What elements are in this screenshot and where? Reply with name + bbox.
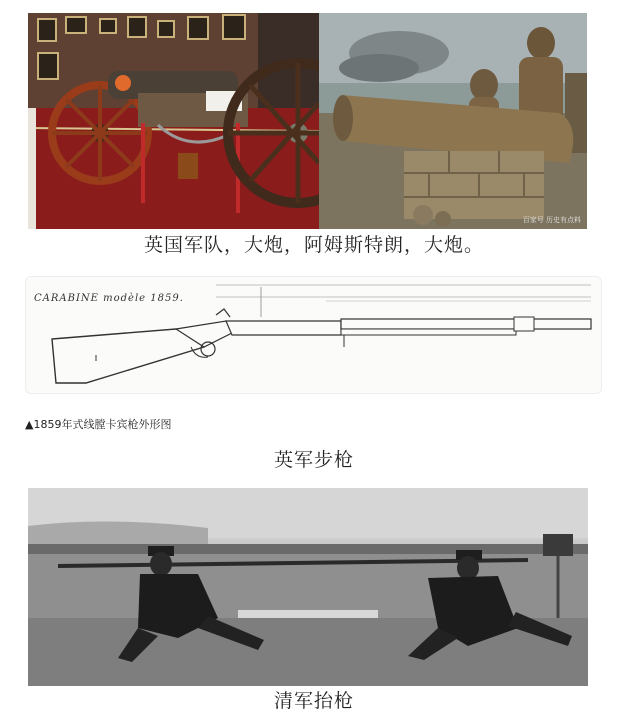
photo-watermark: 百家号 历史有点料 (522, 216, 581, 224)
carbine-drawing (25, 276, 602, 394)
figure-note (25, 416, 171, 432)
carbine-illustration (26, 277, 601, 393)
cannon-illustration (28, 13, 319, 229)
cannon-photo-left (28, 13, 319, 229)
diorama-illustration (319, 13, 587, 229)
caption-bottom: 清军抬枪 (273, 690, 354, 712)
cannon-photo-right (319, 13, 587, 229)
gingal-photo (28, 488, 588, 686)
caption-middle: 英军步枪 (273, 449, 354, 471)
caption-top: 英国军队，大炮，阿姆斯特朗，大炮。 (143, 234, 484, 256)
triangle-icon: ▲ (25, 418, 34, 431)
soldiers-illustration (28, 488, 588, 686)
figure-note-text: 1859年式线膛卡宾枪外形图 (33, 418, 172, 431)
drawing-title: CARABINE modèle 1859. (34, 293, 184, 304)
